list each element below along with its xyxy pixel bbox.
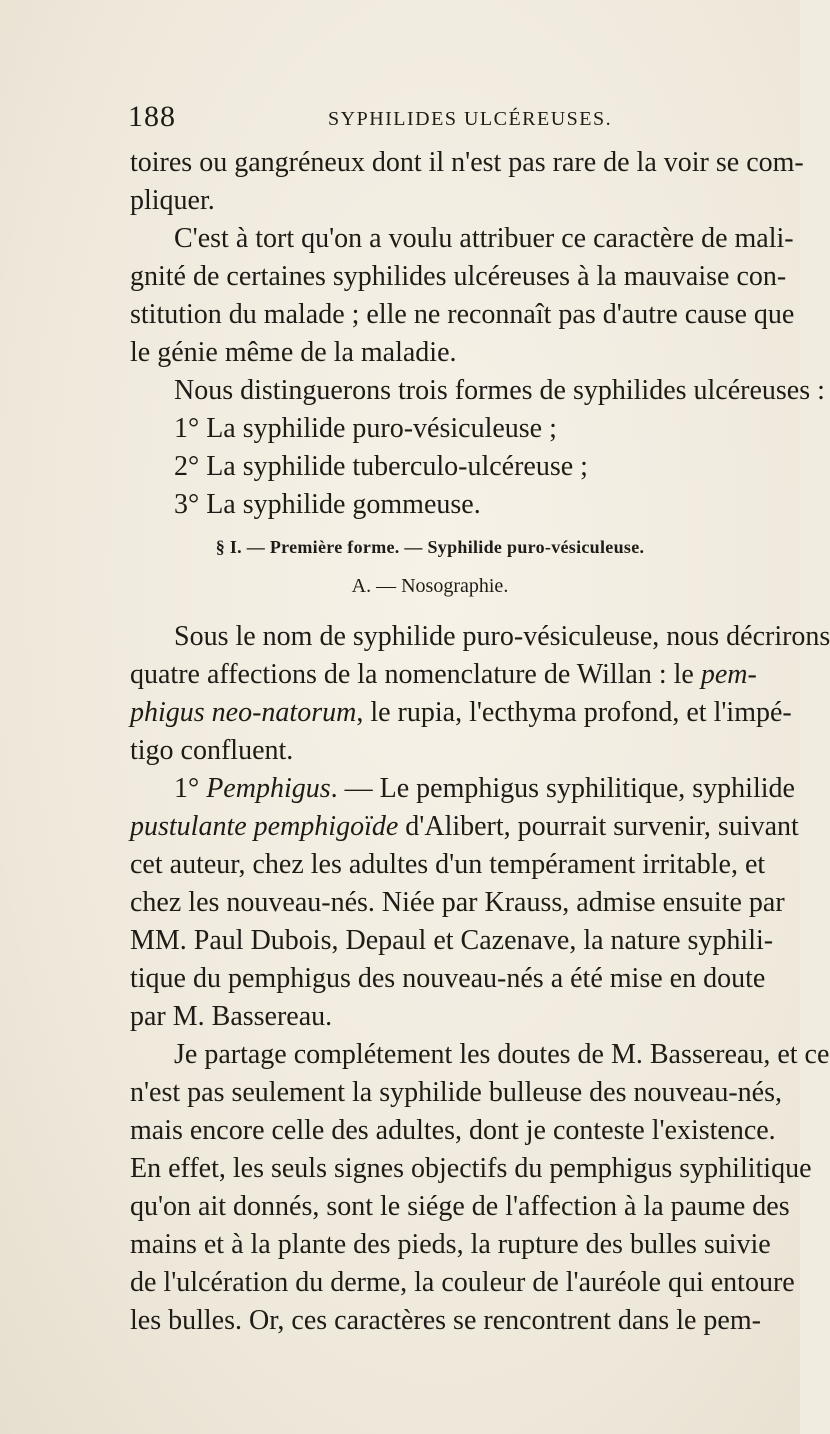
text-line: C'est à tort qu'on a voulu attribuer ce caractère de mali- xyxy=(174,223,794,254)
text-line: tigo confluent. xyxy=(130,735,294,766)
text-line: MM. Paul Dubois, Depaul et Cazenave, la nature syphili- xyxy=(130,925,774,956)
text-line: stitution du malade ; elle ne reconnaît pas d'autre cause que xyxy=(130,299,795,330)
text-line: Sous le nom de syphilide puro-vésiculeuse, nous décrirons xyxy=(174,621,830,652)
italic-term: phigus neo-natorum xyxy=(130,697,357,728)
page-header xyxy=(128,100,728,140)
text-line xyxy=(130,694,792,732)
text-line: les bulles. Or, ces caractères se rencontrent dans le pem- xyxy=(130,1305,761,1336)
text-line xyxy=(130,656,757,694)
text-span: 1° xyxy=(174,773,200,804)
italic-term: pem- xyxy=(700,659,757,690)
text-span: , le rupia, l'ecthyma profond, et l'impé- xyxy=(356,697,792,728)
text-line: cet auteur, chez les adultes d'un tempérament irritable, et xyxy=(130,849,766,880)
italic-term: Pemphigus xyxy=(206,773,331,804)
list-item: 3° La syphilide gommeuse. xyxy=(174,489,481,520)
list-item: 1° La syphilide puro-vésiculeuse ; xyxy=(174,413,557,444)
list-item: 2° La syphilide tuberculo-ulcéreuse ; xyxy=(174,451,588,482)
text-line: mains et à la plante des pieds, la rupture des bulles suivie xyxy=(130,1229,771,1260)
text-span: . — Le pemphigus syphilitique, syphilide xyxy=(330,773,795,804)
text-line: chez les nouveau-nés. Niée par Krauss, admise ensuite par xyxy=(130,887,785,918)
text-span: d'Alibert, pourrait survenir, suivant xyxy=(398,811,799,842)
text-line: mais encore celle des adultes, dont je conteste l'existence. xyxy=(130,1115,776,1146)
text-line: pliquer. xyxy=(130,185,215,216)
page-number: 188 xyxy=(128,100,176,133)
text-line: gnité de certaines syphilides ulcéreuses à la mauvaise con- xyxy=(130,261,787,292)
text-line xyxy=(130,770,795,808)
italic-term: pustulante pemphigoïde xyxy=(130,811,399,842)
text-line: par M. Bassereau. xyxy=(130,1001,333,1032)
text-line xyxy=(130,808,799,846)
text-line: toires ou gangréneux dont il n'est pas rare de la voir se com- xyxy=(130,147,804,178)
text-span: quatre affections de la nomenclature de Willan : le xyxy=(130,659,694,690)
text-line: En effet, les seuls signes objectifs du pemphigus syphilitique xyxy=(130,1153,812,1184)
running-title: SYPHILIDES ULCÉREUSES. xyxy=(328,108,613,130)
sub-heading: A. — Nosographie. xyxy=(351,575,509,597)
text-line: tique du pemphigus des nouveau-nés a été mise en doute xyxy=(130,963,766,994)
text-line: n'est pas seulement la syphilide bulleuse des nouveau-nés, xyxy=(130,1077,782,1108)
text-line: Nous distinguerons trois formes de syphilides ulcéreuses : xyxy=(174,375,825,406)
text-line: qu'on ait donnés, sont le siége de l'affection à la paume des xyxy=(130,1191,790,1222)
text-line: Je partage complétement les doutes de M. Bassereau, et ce xyxy=(174,1039,830,1070)
text-line: le génie même de la maladie. xyxy=(130,337,457,368)
section-heading: § I. — Première forme. — Syphilide puro-vésiculeuse. xyxy=(215,537,645,557)
text-line: de l'ulcération du derme, la couleur de l'auréole qui entoure xyxy=(130,1267,795,1298)
